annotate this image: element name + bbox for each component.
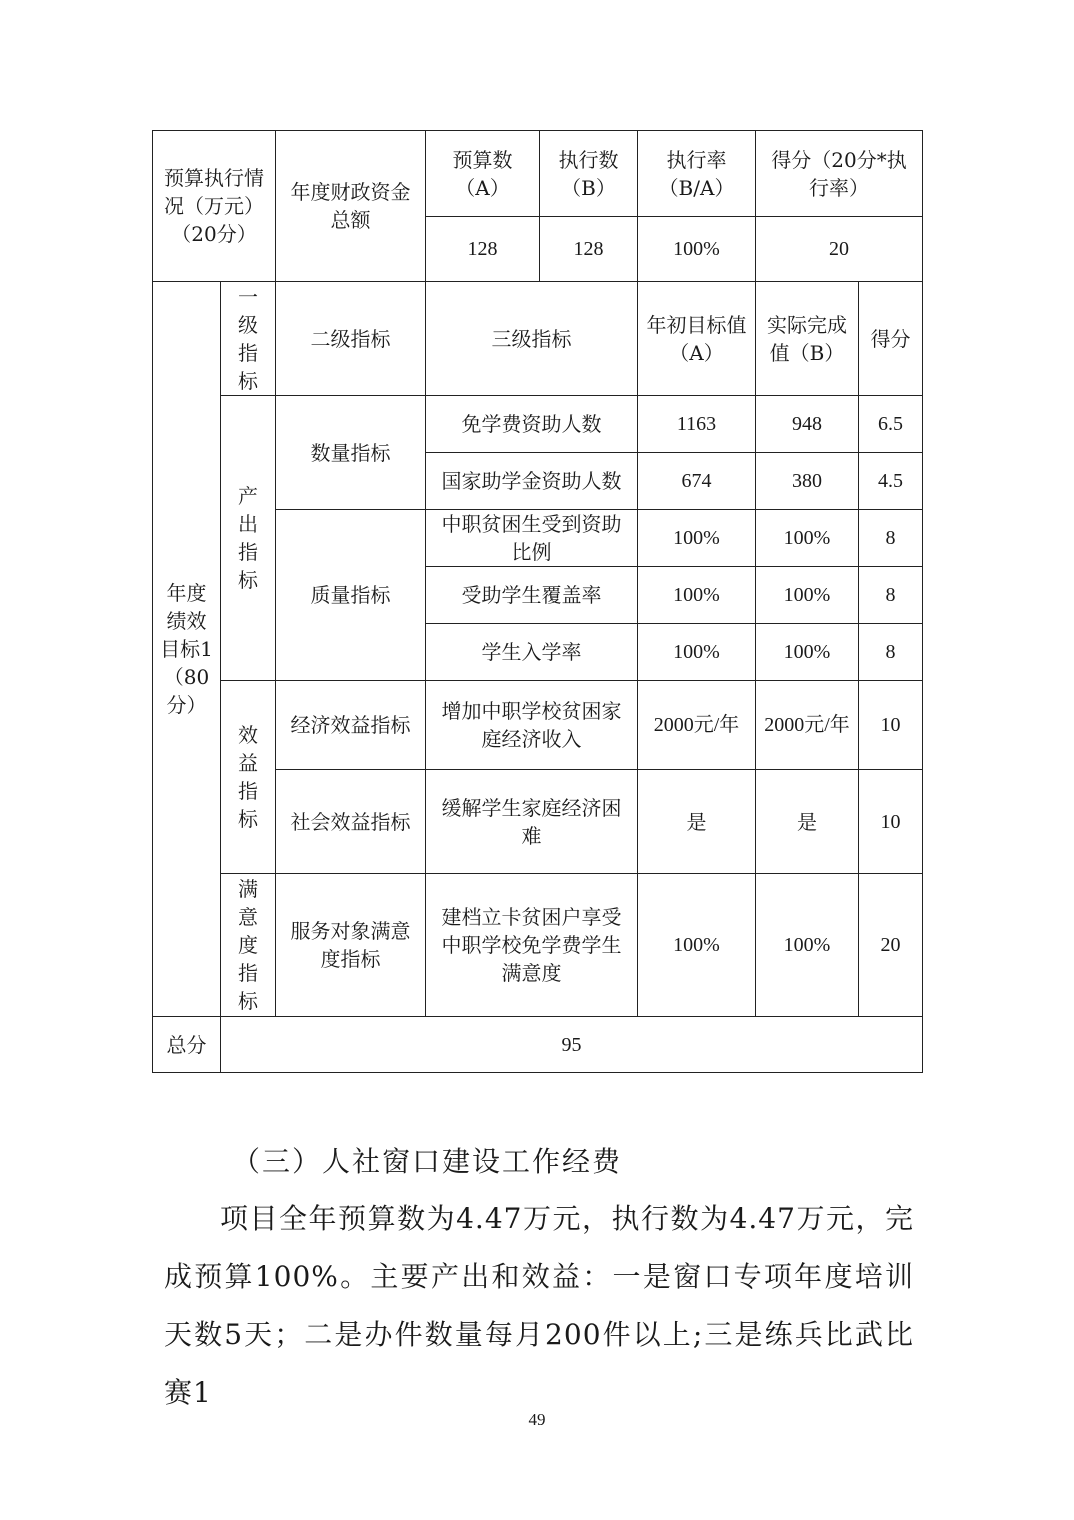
- total-label: 总分: [153, 1017, 221, 1073]
- performance-table: [152, 130, 923, 1073]
- quality-indicator-label: 质量指标: [276, 510, 426, 681]
- budget-value: 128: [426, 217, 540, 282]
- table-row-target: 是: [638, 770, 756, 874]
- table-row-score: 10: [859, 681, 923, 770]
- table-row-actual: 100%: [756, 624, 859, 681]
- score-header: 得分（20分*执行率）: [756, 131, 923, 217]
- level3-header: 三级指标: [426, 282, 638, 396]
- level1-header: 一级指标: [221, 282, 276, 396]
- satisfaction-indicator-label: 满意度指标: [221, 874, 276, 1017]
- table-row-actual: 100%: [756, 567, 859, 624]
- rate-value: 100%: [638, 217, 756, 282]
- output-indicator-label: 产出指标: [221, 396, 276, 681]
- table-row-target: 100%: [638, 510, 756, 567]
- table-row-actual: 100%: [756, 510, 859, 567]
- rate-header: 执行率（B/A）: [638, 131, 756, 217]
- economic-indicator-label: 经济效益指标: [276, 681, 426, 770]
- table-row-target: 100%: [638, 567, 756, 624]
- page-number: 49: [528, 1410, 546, 1429]
- table-row-actual: 2000元/年: [756, 681, 859, 770]
- table-row-score: 10: [859, 770, 923, 874]
- table-row-actual: 100%: [756, 874, 859, 1017]
- target-header: 年初目标值（A）: [638, 282, 756, 396]
- table-row-score: 8: [859, 567, 923, 624]
- table-row-target: 2000元/年: [638, 681, 756, 770]
- table-row-target: 674: [638, 453, 756, 510]
- score-col-header: 得分: [859, 282, 923, 396]
- table-row-score: 4.5: [859, 453, 923, 510]
- fund-total-label: 年度财政资金总额: [276, 131, 426, 282]
- table-row-name: 国家助学金资助人数: [426, 453, 638, 510]
- quantity-indicator-label: 数量指标: [276, 396, 426, 510]
- table-row-target: 100%: [638, 624, 756, 681]
- table-row-name: 建档立卡贫困户享受中职学校免学费学生满意度: [426, 874, 638, 1017]
- budget-header: 预算数（A）: [426, 131, 540, 217]
- budget-score-value: 20: [756, 217, 923, 282]
- table-row-name: 缓解学生家庭经济困难: [426, 770, 638, 874]
- table-row-name: 受助学生覆盖率: [426, 567, 638, 624]
- goals-label: 年度绩效目标1（80分）: [153, 282, 221, 1017]
- table-row-actual: 380: [756, 453, 859, 510]
- total-value: 95: [221, 1017, 923, 1073]
- table-row-score: 20: [859, 874, 923, 1017]
- exec-header: 执行数（B）: [540, 131, 638, 217]
- benefit-indicator-label: 效益指标: [221, 681, 276, 874]
- paragraph-text: 项目全年预算数为4.47万元，执行数为4.47万元，完成预算100%。主要产出和效益：一是窗口专项年度培训天数5天；二是办件数量每月200件以上;三是练兵比武比赛1: [164, 1202, 914, 1409]
- table-row-name: 中职贫困生受到资助比例: [426, 510, 638, 567]
- budget-label: 预算执行情况（万元）（20分）: [153, 131, 276, 282]
- table-row-score: 6.5: [859, 396, 923, 453]
- social-indicator-label: 社会效益指标: [276, 770, 426, 874]
- exec-value: 128: [540, 217, 638, 282]
- service-satisfaction-label: 服务对象满意度指标: [276, 874, 426, 1017]
- section-heading: （三）人社窗口建设工作经费: [232, 1145, 623, 1178]
- table-row-actual: 948: [756, 396, 859, 453]
- table-row-target: 100%: [638, 874, 756, 1017]
- table-row-actual: 是: [756, 770, 859, 874]
- table-row-target: 1163: [638, 396, 756, 453]
- table-row-name: 学生入学率: [426, 624, 638, 681]
- table-row-score: 8: [859, 624, 923, 681]
- actual-header: 实际完成值（B）: [756, 282, 859, 396]
- table-row-name: 增加中职学校贫困家庭经济收入: [426, 681, 638, 770]
- table-row-score: 8: [859, 510, 923, 567]
- table-row-name: 免学费资助人数: [426, 396, 638, 453]
- level2-header: 二级指标: [276, 282, 426, 396]
- section-paragraph: [164, 1190, 914, 1422]
